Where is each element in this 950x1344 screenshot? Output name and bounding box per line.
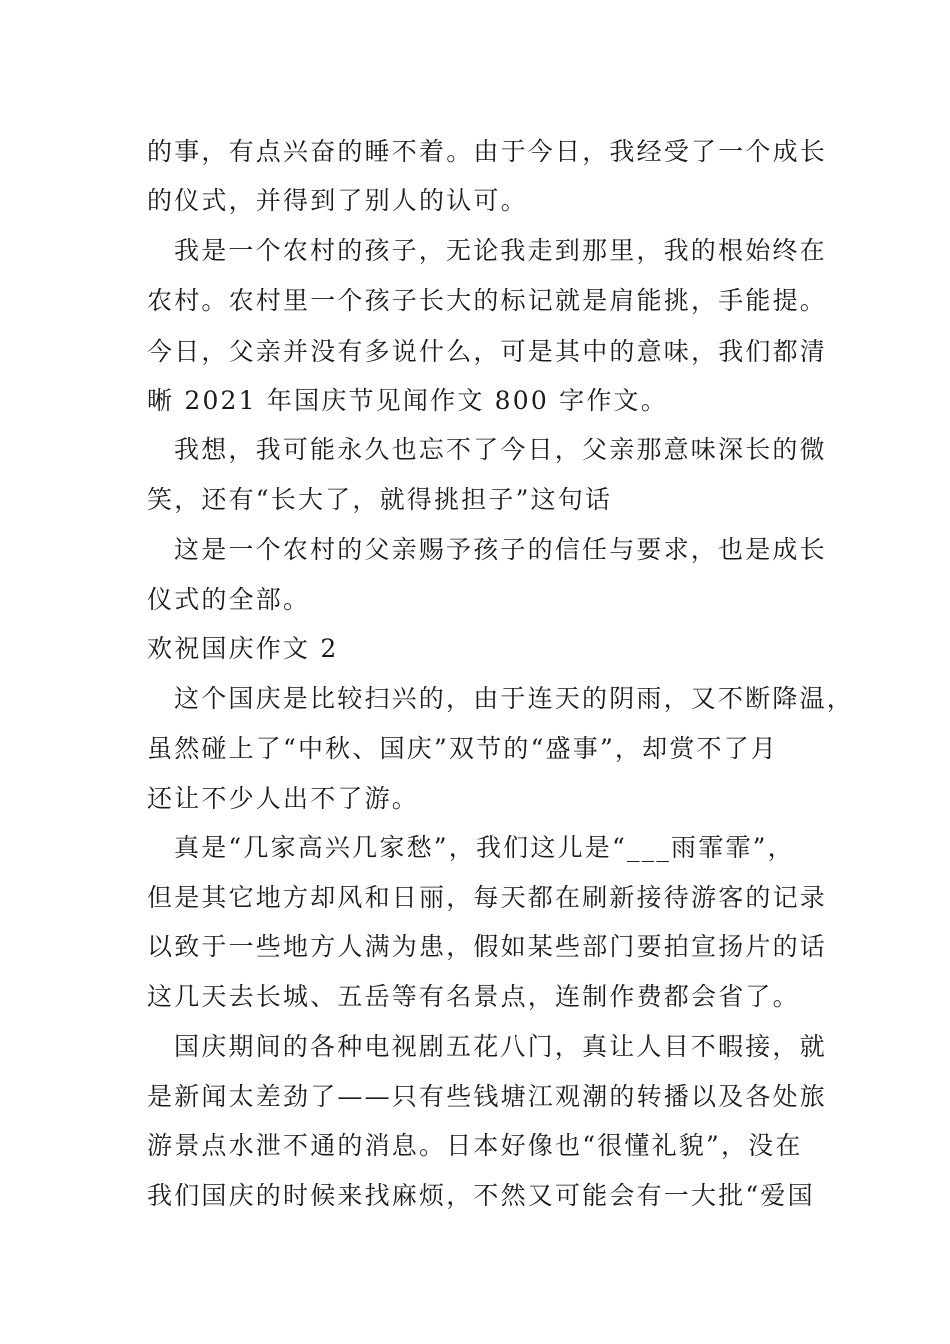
paragraph-first-line: 这是一个农村的父亲赐予孩子的信任与要求，也是成长 <box>174 535 827 564</box>
paragraph-line: 的仪式，并得到了别人的认可。 <box>147 186 528 215</box>
paragraph-first-line: 这个国庆是比较扫兴的，由于连天的阴雨，又不断降温， <box>174 684 855 713</box>
paragraph-first-line: 我想，我可能永久也忘不了今日，父亲那意味深长的微 <box>174 435 827 464</box>
paragraph-first-line: 真是“几家高兴几家愁”，我们这儿是“___雨霏霏”， <box>174 833 795 862</box>
paragraph-line: 游景点水泄不通的消息。日本好像也“很懂礼貌”，没在 <box>147 1131 803 1160</box>
paragraph-line: 笑，还有“长大了，就得挑担子”这句话 <box>147 485 613 514</box>
paragraph-line: 仪式的全部。 <box>147 585 311 614</box>
section-heading: 欢祝国庆作文 2 <box>147 634 339 663</box>
paragraph-line: 但是其它地方却风和日丽，每天都在刷新接待游客的记录 <box>147 883 828 912</box>
paragraph-first-line: 我是一个农村的孩子，无论我走到那里，我的根始终在 <box>174 236 827 265</box>
paragraph-line: 晰 2021 年国庆节见闻作文 800 字作文。 <box>147 386 668 415</box>
paragraph-first-line: 国庆期间的各种电视剧五花八门，真让人目不暇接，就 <box>174 1032 827 1061</box>
paragraph-line: 这几天去长城、五岳等有名景点，连制作费都会省了。 <box>147 982 800 1011</box>
paragraph-line: 以致于一些地方人满为患，假如某些部门要拍宣扬片的话 <box>147 932 828 961</box>
paragraph-line: 的事，有点兴奋的睡不着。由于今日，我经受了一个成长 <box>147 137 828 166</box>
paragraph-line: 今日，父亲并没有多说什么，可是其中的意味，我们都清 <box>147 337 828 366</box>
paragraph-line: 是新闻太差劲了——只有些钱塘江观潮的转播以及各处旅 <box>147 1082 828 1111</box>
paragraph-line: 我们国庆的时候来找麻烦，不然又可能会有一大批“爱国 <box>147 1181 815 1210</box>
paragraph-line: 农村。农村里一个孩子长大的标记就是肩能挑，手能提。 <box>147 286 828 315</box>
paragraph-line: 还让不少人出不了游。 <box>147 784 420 813</box>
paragraph-line: 虽然碰上了“中秋、国庆”双节的“盛事”，却赏不了月 <box>147 734 779 763</box>
